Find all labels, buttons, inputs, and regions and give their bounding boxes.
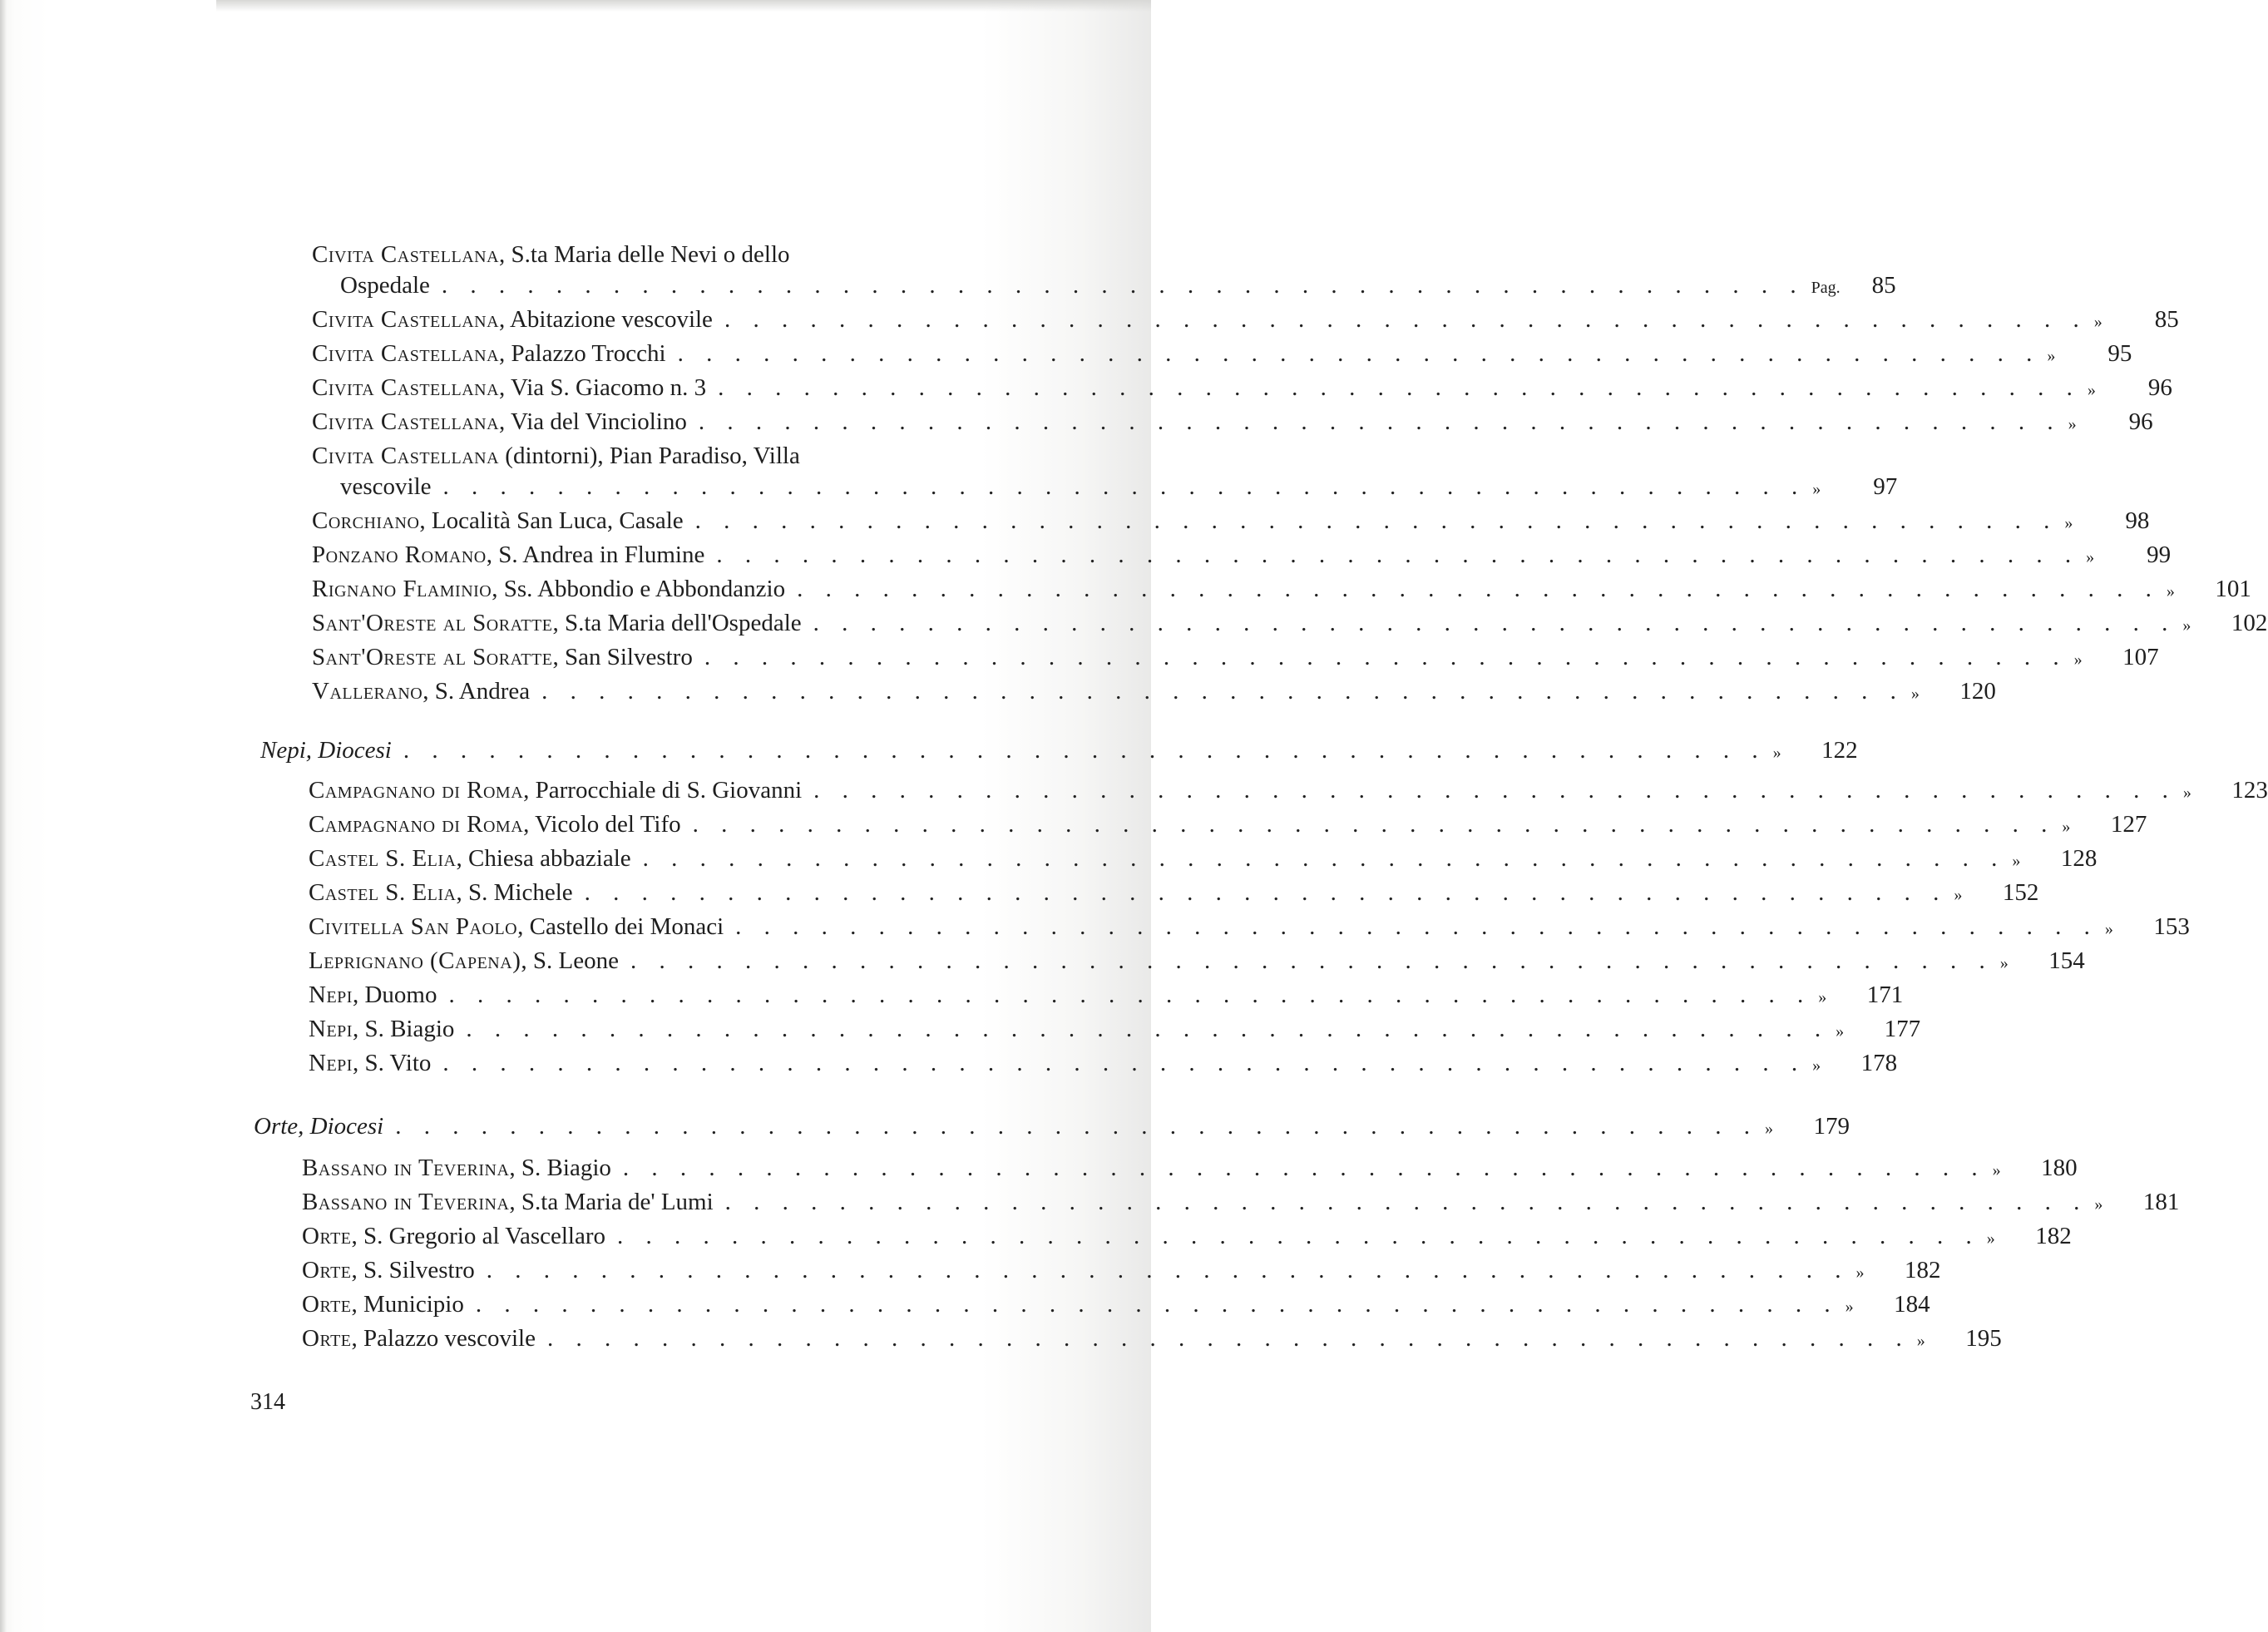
dot-leader: . . . . . . . . . . . . . . . . . . . . . . . . . . . . . . . . . . . . . . . . . . . . . . . . xyxy=(395,1113,1758,1140)
entry-page-number: 96 xyxy=(2128,408,2153,435)
entry-separator: , xyxy=(351,1291,364,1318)
toc-entry xyxy=(312,339,2132,371)
entry-separator: , xyxy=(521,947,533,974)
toc-entry xyxy=(302,1221,2072,1254)
page-ref-mark: » xyxy=(1836,1022,1845,1041)
entry-text xyxy=(309,980,437,1010)
entry-text xyxy=(312,506,684,536)
entry-title: Via S. Giacomo n. 3 xyxy=(511,374,707,401)
dot-leader: . . . . . . . . . . . . . . . . . . . . . . . . . . . . . . . . . . . . . . . . . . . . . . . . xyxy=(442,1050,1806,1076)
page-ref-mark: » xyxy=(1855,1264,1865,1282)
entry-place: Vallerano xyxy=(312,678,423,705)
toc-entry xyxy=(312,540,2172,572)
page-ref-mark: » xyxy=(1910,685,1920,703)
entry-text xyxy=(309,843,631,873)
dot-leader: . . . . . . . . . . . . . . . . . . . . . . . . . . . . . . . . . . . . . . . . . . . . . . . . xyxy=(813,610,2177,636)
dot-leader: . . . . . . . . . . . . . . . . . . . . . . . . . . . . . . . . . . . . . . . . . . . . . . . . xyxy=(622,1155,1986,1181)
entry-page-number: 101 xyxy=(2215,576,2251,602)
page-ref-mark: » xyxy=(2068,415,2077,433)
page-ref-mark: » xyxy=(2093,313,2102,331)
entry-place: Leprignano (Capena) xyxy=(309,947,521,974)
dot-leader: . . . . . . . . . . . . . . . . . . . . . . . . . . . . . . . . . . . . . . . . . . . . . . . . xyxy=(441,272,1805,299)
entry-title: S.ta Maria dell'Ospedale xyxy=(564,610,802,636)
entry-separator: , xyxy=(351,1223,364,1249)
entry-separator: , xyxy=(499,374,511,401)
diocese-heading: Orte, Diocesi xyxy=(254,1113,384,1140)
entry-separator: , xyxy=(509,1155,521,1181)
entry-place: Campagnano di Roma xyxy=(309,777,524,804)
toc-entry xyxy=(309,912,2190,944)
entry-text xyxy=(312,339,666,368)
dot-leader: . . . . . . . . . . . . . . . . . . . . . . . . . . . . . . . . . . . . . . . . . . . . . . . . xyxy=(692,811,2056,838)
entry-separator: , xyxy=(456,845,468,872)
dot-leader: . . . . . . . . . . . . . . . . . . . . . . . . . . . . . . . . . . . . . . . . . . . . . . . . xyxy=(698,408,2062,435)
toc-entry xyxy=(312,407,2153,439)
page-ref-mark: » xyxy=(2073,650,2083,669)
page-ref-mark: Pag. xyxy=(1811,279,1841,297)
dot-leader: . . . . . . . . . . . . . . . . . . . . . . . . . . . . . . . . . . . . . . . . . . . . . . . . xyxy=(724,1189,2088,1215)
toc-entry xyxy=(302,1289,1930,1322)
entry-place: Civita Castellana xyxy=(312,443,500,469)
toc-entry xyxy=(312,608,2268,640)
entry-place: Corchiano xyxy=(312,507,420,534)
entry-page-number: 102 xyxy=(2231,610,2268,636)
entry-place: Orte xyxy=(302,1223,352,1249)
page-ref-mark: » xyxy=(2166,582,2175,601)
dot-leader: . . . . . . . . . . . . . . . . . . . . . . . . . . . . . . . . . . . . . . . . . . . . . . . . xyxy=(486,1257,1850,1283)
entry-text xyxy=(312,373,706,403)
entry-place: Castel S. Elia xyxy=(309,845,457,872)
entry-title: Duomo xyxy=(364,982,437,1008)
entry-separator: , xyxy=(351,1257,364,1283)
entry-separator: , xyxy=(499,241,511,268)
dot-leader: . . . . . . . . . . . . . . . . . . . . . . . . . . . . . . . . . . . . . . . . . . . . . . . . xyxy=(642,845,2006,872)
toc-entry xyxy=(302,1153,2078,1185)
entry-page-number: 98 xyxy=(2125,507,2150,534)
toc-section-heading xyxy=(254,1111,1850,1144)
dot-leader: . . . . . . . . . . . . . . . . . . . . . . . . . . . . . . . . . . . . . . . . . . . . . . . . xyxy=(716,542,2080,568)
entry-text xyxy=(309,878,573,907)
entry-text xyxy=(312,608,802,638)
page-ref-mark: » xyxy=(1812,480,1821,498)
entry-page-number: 177 xyxy=(1884,1016,1921,1042)
page-left-shadow xyxy=(0,0,7,1632)
entry-place: Civita Castellana xyxy=(312,374,500,401)
entry-place: Bassano in Teverina xyxy=(302,1189,510,1215)
dot-leader: . . . . . . . . . . . . . . . . . . . . . . . . . . . . . . . . . . . . . . . . . . . . . . . . xyxy=(475,1291,1839,1318)
toc-entry-first-line xyxy=(312,441,800,471)
entry-page-number: 178 xyxy=(1860,1050,1898,1076)
dot-leader: . . . . . . . . . . . . . . . . . . . . . . . . . . . . . . . . . . . . . . . . . . . . . . . . xyxy=(724,306,2088,333)
toc-entry xyxy=(309,878,2039,910)
entry-title: S. Gregorio al Vascellaro xyxy=(363,1223,606,1249)
entry-separator: , xyxy=(352,1050,365,1076)
entry-text xyxy=(302,1153,611,1183)
entry-place: Campagnano di Roma xyxy=(309,811,524,838)
entry-title: S. Silvestro xyxy=(363,1257,475,1283)
page-ref-mark: » xyxy=(2086,548,2095,566)
entry-place: Civita Castellana xyxy=(312,408,500,435)
entry-separator: , xyxy=(456,879,468,906)
page-ref-mark: » xyxy=(2182,616,2191,635)
dot-leader: . . . . . . . . . . . . . . . . . . . . . . . . . . . . . . . . . . . . . . . . . . . . . . . . xyxy=(704,644,2068,670)
dot-leader: . . . . . . . . . . . . . . . . . . . . . . . . . . . . . . . . . . . . . . . . . . . . . . . . xyxy=(584,879,1948,906)
entry-text xyxy=(302,1255,475,1285)
dot-leader: . . . . . . . . . . . . . . . . . . . . . . . . . . . . . . . . . . . . . . . . . . . . . . . . xyxy=(403,737,1766,764)
page-number: 314 xyxy=(250,1389,285,1415)
toc-entry xyxy=(312,506,2150,538)
entry-separator: , xyxy=(499,340,511,367)
entry-title: S.ta Maria delle Nevi o dello xyxy=(511,241,790,268)
toc-entry-first-line xyxy=(312,240,790,270)
page-ref-mark: » xyxy=(1845,1298,1854,1316)
diocese-page-number: 179 xyxy=(1813,1113,1850,1140)
entry-text xyxy=(309,1014,454,1044)
page-ref-mark: » xyxy=(2047,347,2056,365)
entry-title: S. Andrea xyxy=(434,678,531,705)
entry-separator: , xyxy=(517,913,530,940)
entry-separator: , xyxy=(552,644,565,670)
entry-separator: , xyxy=(422,678,435,705)
diocese-page-number: 122 xyxy=(1821,737,1858,764)
page-ref-mark: » xyxy=(1812,1056,1821,1075)
page-ref-mark: » xyxy=(2104,920,2113,938)
entry-title-continued: vescovile xyxy=(340,473,432,500)
page-top-shadow xyxy=(216,0,1151,12)
page-ref-mark: » xyxy=(1999,954,2009,972)
entry-title: Palazzo vescovile xyxy=(363,1325,536,1352)
toc-entry xyxy=(302,1323,2002,1356)
toc-entry xyxy=(312,574,2251,606)
page-ref-mark: » xyxy=(2094,1195,2103,1214)
entry-title: Ss. Abbondio e Abbondanzio xyxy=(503,576,786,602)
entry-title: San Silvestro xyxy=(564,644,693,670)
toc-entry xyxy=(312,270,1896,303)
entry-page-number: 154 xyxy=(2048,947,2085,974)
entry-place: Castel S. Elia xyxy=(309,879,457,906)
entry-title: S. Leone xyxy=(532,947,619,974)
page-ref-mark: » xyxy=(1772,744,1781,762)
toc-entry xyxy=(309,843,2098,876)
page-ref-mark: » xyxy=(1818,988,1827,1006)
toc-entry xyxy=(312,472,1898,504)
entry-title: (dintorni), Pian Paradiso, Villa xyxy=(505,443,800,469)
entry-place: Ponzano Romano xyxy=(312,542,487,568)
entry-text xyxy=(309,775,802,805)
entry-text xyxy=(312,574,785,604)
entry-place: Civitella San Paolo xyxy=(309,913,518,940)
entry-title: Municipio xyxy=(363,1291,464,1318)
dot-leader: . . . . . . . . . . . . . . . . . . . . . . . . . . . . . . . . . . . . . . . . . . . . . . . . xyxy=(546,1325,1910,1352)
entry-page-number: 120 xyxy=(1959,678,1996,705)
entry-title: Palazzo Trocchi xyxy=(511,340,666,367)
toc-entry xyxy=(312,304,2179,337)
diocese-heading: Nepi, Diocesi xyxy=(260,737,392,764)
entry-place: Sant'Oreste al Soratte xyxy=(312,610,553,636)
entry-place: Civita Castellana xyxy=(312,340,500,367)
dot-leader: . . . . . . . . . . . . . . . . . . . . . . . . . . . . . . . . . . . . . . . . . . . . . . . . xyxy=(541,678,1905,705)
entry-text xyxy=(312,304,713,334)
entry-page-number: 128 xyxy=(2060,845,2098,872)
entry-text xyxy=(312,642,693,672)
entry-text xyxy=(309,946,619,976)
dot-leader: . . . . . . . . . . . . . . . . . . . . . . . . . . . . . . . . . . . . . . . . . . . . . . . . xyxy=(813,777,2177,804)
page-ref-mark: » xyxy=(2062,818,2071,836)
entry-separator: , xyxy=(499,306,510,333)
toc-section-heading xyxy=(260,735,1858,768)
toc-entry xyxy=(302,1187,2180,1219)
dot-leader: . . . . . . . . . . . . . . . . . . . . . . . . . . . . . . . . . . . . . . . . . . . . . . . . xyxy=(718,374,2081,401)
entry-place: Rignano Flaminio xyxy=(312,576,492,602)
entry-text xyxy=(312,540,704,570)
entry-separator: , xyxy=(352,982,365,1008)
entry-page-number: 127 xyxy=(2110,811,2147,838)
entry-title: S. Andrea in Flumine xyxy=(498,542,705,568)
entry-title-continued: Ospedale xyxy=(340,272,430,299)
entry-text xyxy=(309,809,681,839)
toc-entry xyxy=(309,1014,1921,1046)
entry-text xyxy=(309,1048,431,1078)
entry-page-number: 99 xyxy=(2147,542,2172,568)
dot-leader: . . . . . . . . . . . . . . . . . . . . . . . . . . . . . . . . . . . . . . . . . . . . . . . . xyxy=(630,947,1994,974)
page-ref-mark: » xyxy=(1916,1332,1925,1350)
dot-leader: . . . . . . . . . . . . . . . . . . . . . . . . . . . . . . . . . . . . . . . . . . . . . . . . xyxy=(466,1016,1830,1042)
entry-page-number: 152 xyxy=(2002,879,2039,906)
entry-page-number: 184 xyxy=(1894,1291,1930,1318)
entry-title: Via del Vinciolino xyxy=(511,408,687,435)
entry-page-number: 182 xyxy=(1905,1257,1941,1283)
entry-page-number: 195 xyxy=(1965,1325,2002,1352)
page-ref-mark: » xyxy=(1992,1161,2001,1179)
toc-entry xyxy=(302,1255,1941,1288)
page-ref-mark: » xyxy=(2087,381,2096,399)
entry-title: Vicolo del Tifo xyxy=(535,811,681,838)
entry-separator: , xyxy=(351,1325,364,1352)
entry-page-number: 85 xyxy=(1871,272,1896,299)
dot-leader: . . . . . . . . . . . . . . . . . . . . . . . . . . . . . . . . . . . . . . . . . . . . . . . . xyxy=(735,913,2098,940)
page-ref-mark: » xyxy=(1986,1229,1995,1248)
toc-entry xyxy=(309,946,2085,978)
entry-place: Orte xyxy=(302,1325,352,1352)
entry-place: Nepi xyxy=(309,982,353,1008)
entry-separator: , xyxy=(492,576,504,602)
entry-title: Località San Luca, Casale xyxy=(431,507,684,534)
entry-title: S. Biagio xyxy=(521,1155,611,1181)
dot-leader: . . . . . . . . . . . . . . . . . . . . . . . . . . . . . . . . . . . . . . . . . . . . . . . . xyxy=(694,507,2058,534)
entry-separator: , xyxy=(509,1189,521,1215)
entry-title: S.ta Maria de' Lumi xyxy=(521,1189,714,1215)
dot-leader: . . . . . . . . . . . . . . . . . . . . . . . . . . . . . . . . . . . . . . . . . . . . . . . . xyxy=(797,576,2160,602)
entry-text xyxy=(312,407,687,437)
dot-leader: . . . . . . . . . . . . . . . . . . . . . . . . . . . . . . . . . . . . . . . . . . . . . . . . xyxy=(448,982,1812,1008)
page-ref-mark: » xyxy=(2012,852,2021,870)
dot-leader: . . . . . . . . . . . . . . . . . . . . . . . . . . . . . . . . . . . . . . . . . . . . . . . . xyxy=(677,340,2041,367)
entry-page-number: 171 xyxy=(1866,982,1904,1008)
entry-text xyxy=(302,1289,464,1319)
entry-title: S. Biagio xyxy=(364,1016,455,1042)
entry-place: Orte xyxy=(302,1257,352,1283)
entry-title: Chiesa abbaziale xyxy=(467,845,631,872)
toc-entry xyxy=(309,980,1904,1012)
entry-page-number: 85 xyxy=(2154,306,2179,333)
page-ref-mark: » xyxy=(2064,514,2073,532)
entry-title: Castello dei Monaci xyxy=(529,913,724,940)
entry-place: Sant'Oreste al Soratte xyxy=(312,644,553,670)
entry-text xyxy=(302,1323,536,1353)
toc-entry xyxy=(309,775,2268,808)
entry-place: Nepi xyxy=(309,1016,353,1042)
entry-page-number: 95 xyxy=(2107,340,2132,367)
toc-entry xyxy=(309,1048,1898,1081)
entry-separator: , xyxy=(486,542,499,568)
entry-title: Parrocchiale di S. Giovanni xyxy=(535,777,803,804)
entry-title: S. Michele xyxy=(467,879,573,906)
entry-page-number: 97 xyxy=(1873,473,1898,500)
dot-leader: . . . . . . . . . . . . . . . . . . . . . . . . . . . . . . . . . . . . . . . . . . . . . . . . xyxy=(617,1223,1980,1249)
entry-place: Nepi xyxy=(309,1050,353,1076)
entry-page-number: 123 xyxy=(2231,777,2268,804)
entry-separator: , xyxy=(419,507,432,534)
entry-page-number: 182 xyxy=(2035,1223,2072,1249)
page-ref-mark: » xyxy=(2182,784,2191,802)
entry-text xyxy=(302,1221,605,1251)
toc-entry xyxy=(312,373,2172,405)
entry-page-number: 96 xyxy=(2147,374,2172,401)
entry-page-number: 153 xyxy=(2153,913,2190,940)
entry-place: Civita Castellana xyxy=(312,241,500,268)
entry-place: Bassano in Teverina xyxy=(302,1155,510,1181)
entry-title: Abitazione vescovile xyxy=(509,306,713,333)
toc-entry xyxy=(309,809,2147,842)
entry-page-number: 181 xyxy=(2142,1189,2180,1215)
entry-text xyxy=(312,676,530,706)
entry-separator: , xyxy=(499,408,511,435)
page-ref-mark: » xyxy=(1954,886,1963,904)
entry-text xyxy=(309,912,724,942)
entry-separator: , xyxy=(552,610,565,636)
entry-page-number: 107 xyxy=(2122,644,2159,670)
toc-entry xyxy=(312,642,2159,675)
entry-place: Orte xyxy=(302,1291,352,1318)
dot-leader: . . . . . . . . . . . . . . . . . . . . . . . . . . . . . . . . . . . . . . . . . . . . . . . . xyxy=(442,473,1806,500)
entry-title: S. Vito xyxy=(364,1050,432,1076)
entry-separator: , xyxy=(352,1016,365,1042)
entry-text xyxy=(302,1187,714,1217)
entry-place: Civita Castellana xyxy=(312,306,500,333)
entry-separator: , xyxy=(523,811,536,838)
page-ref-mark: » xyxy=(1765,1120,1773,1138)
entry-page-number: 180 xyxy=(2041,1155,2078,1181)
toc-entry xyxy=(312,676,1996,709)
entry-separator: , xyxy=(523,777,536,804)
